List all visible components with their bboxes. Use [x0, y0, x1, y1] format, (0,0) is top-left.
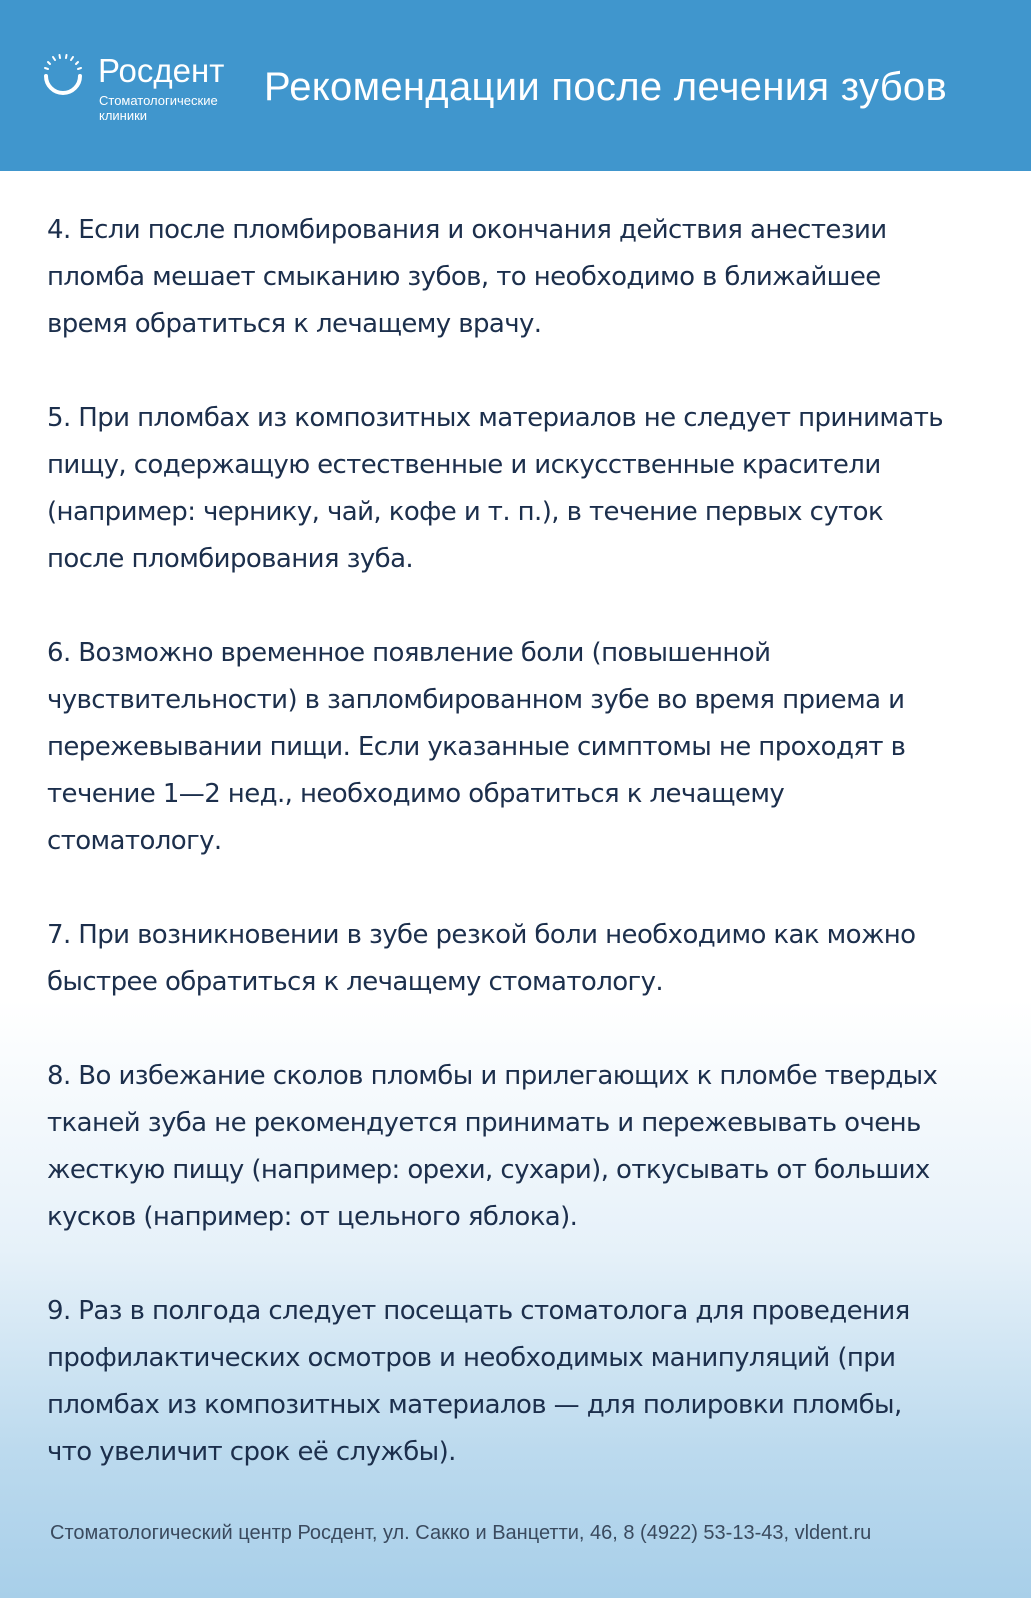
brand-subtitle-line: Стоматологические — [99, 93, 218, 108]
recommendation-line: (например: чернику, чай, кофе и т. п.), в течение первых суток — [47, 497, 884, 527]
recommendation-line: пломбах из композитных материалов — для полировки пломбы, — [47, 1390, 902, 1420]
recommendation-line: 4. Если после пломбирования и окончания действия анестезии — [47, 215, 887, 245]
footer-contacts: Стоматологический центр Росдент, ул. Сакко и Ванцетти, 46, 8 (4922) 53-13-43, vldent.ru — [50, 1522, 872, 1544]
recommendation-item — [47, 630, 943, 865]
recommendation-line: быстрее обратиться к лечащему стоматологу. — [47, 967, 664, 997]
brand-subtitle — [99, 93, 218, 123]
recommendation-line: тканей зуба не рекомендуется принимать и пережевывать очень — [47, 1108, 921, 1138]
recommendation-line: 9. Раз в полгода следует посещать стоматолога для проведения — [47, 1296, 910, 1326]
brand-name: Росдент — [98, 52, 225, 89]
logo — [42, 52, 242, 132]
recommendation-line: время обратиться к лечащему врачу. — [47, 309, 542, 339]
recommendation-line: жесткую пищу (например: орехи, сухари), откусывать от больших — [47, 1155, 930, 1185]
recommendation-item — [47, 395, 943, 583]
logo-smile-icon — [42, 54, 84, 96]
recommendation-item — [47, 912, 943, 1006]
recommendation-line: что увеличит срок её службы). — [47, 1437, 456, 1467]
recommendations-list — [47, 207, 943, 1523]
page-title: Рекомендации после лечения зубов — [264, 65, 947, 109]
recommendation-line: кусков (например: от цельного яблока). — [47, 1202, 578, 1232]
recommendation-line: 5. При пломбах из композитных материалов не следует принимать — [47, 403, 943, 433]
recommendation-item — [47, 1053, 943, 1241]
recommendation-line: пищу, содержащую естественные и искусственные красители — [47, 450, 881, 480]
recommendation-line: чувствительности) в запломбированном зубе во время приема и — [47, 685, 905, 715]
recommendation-line: стоматологу. — [47, 826, 222, 856]
recommendation-line: 6. Возможно временное появление боли (повышенной — [47, 638, 771, 668]
recommendation-line: течение 1—2 нед., необходимо обратиться к лечащему — [47, 779, 785, 809]
brand-subtitle-line: клиники — [99, 108, 148, 123]
recommendation-line: профилактических осмотров и необходимых манипуляций (при — [47, 1343, 896, 1373]
recommendation-line: 7. При возникновении в зубе резкой боли необходимо как можно — [47, 920, 916, 950]
header — [0, 0, 1031, 171]
recommendation-item — [47, 207, 943, 348]
recommendation-line: пережевывании пищи. Если указанные симптомы не проходят в — [47, 732, 906, 762]
recommendation-item — [47, 1288, 943, 1476]
recommendation-line: 8. Во избежание сколов пломбы и прилегающих к пломбе твердых — [47, 1061, 938, 1091]
recommendation-line: после пломбирования зуба. — [47, 544, 414, 574]
recommendation-line: пломба мешает смыканию зубов, то необходимо в ближайшее — [47, 262, 881, 292]
